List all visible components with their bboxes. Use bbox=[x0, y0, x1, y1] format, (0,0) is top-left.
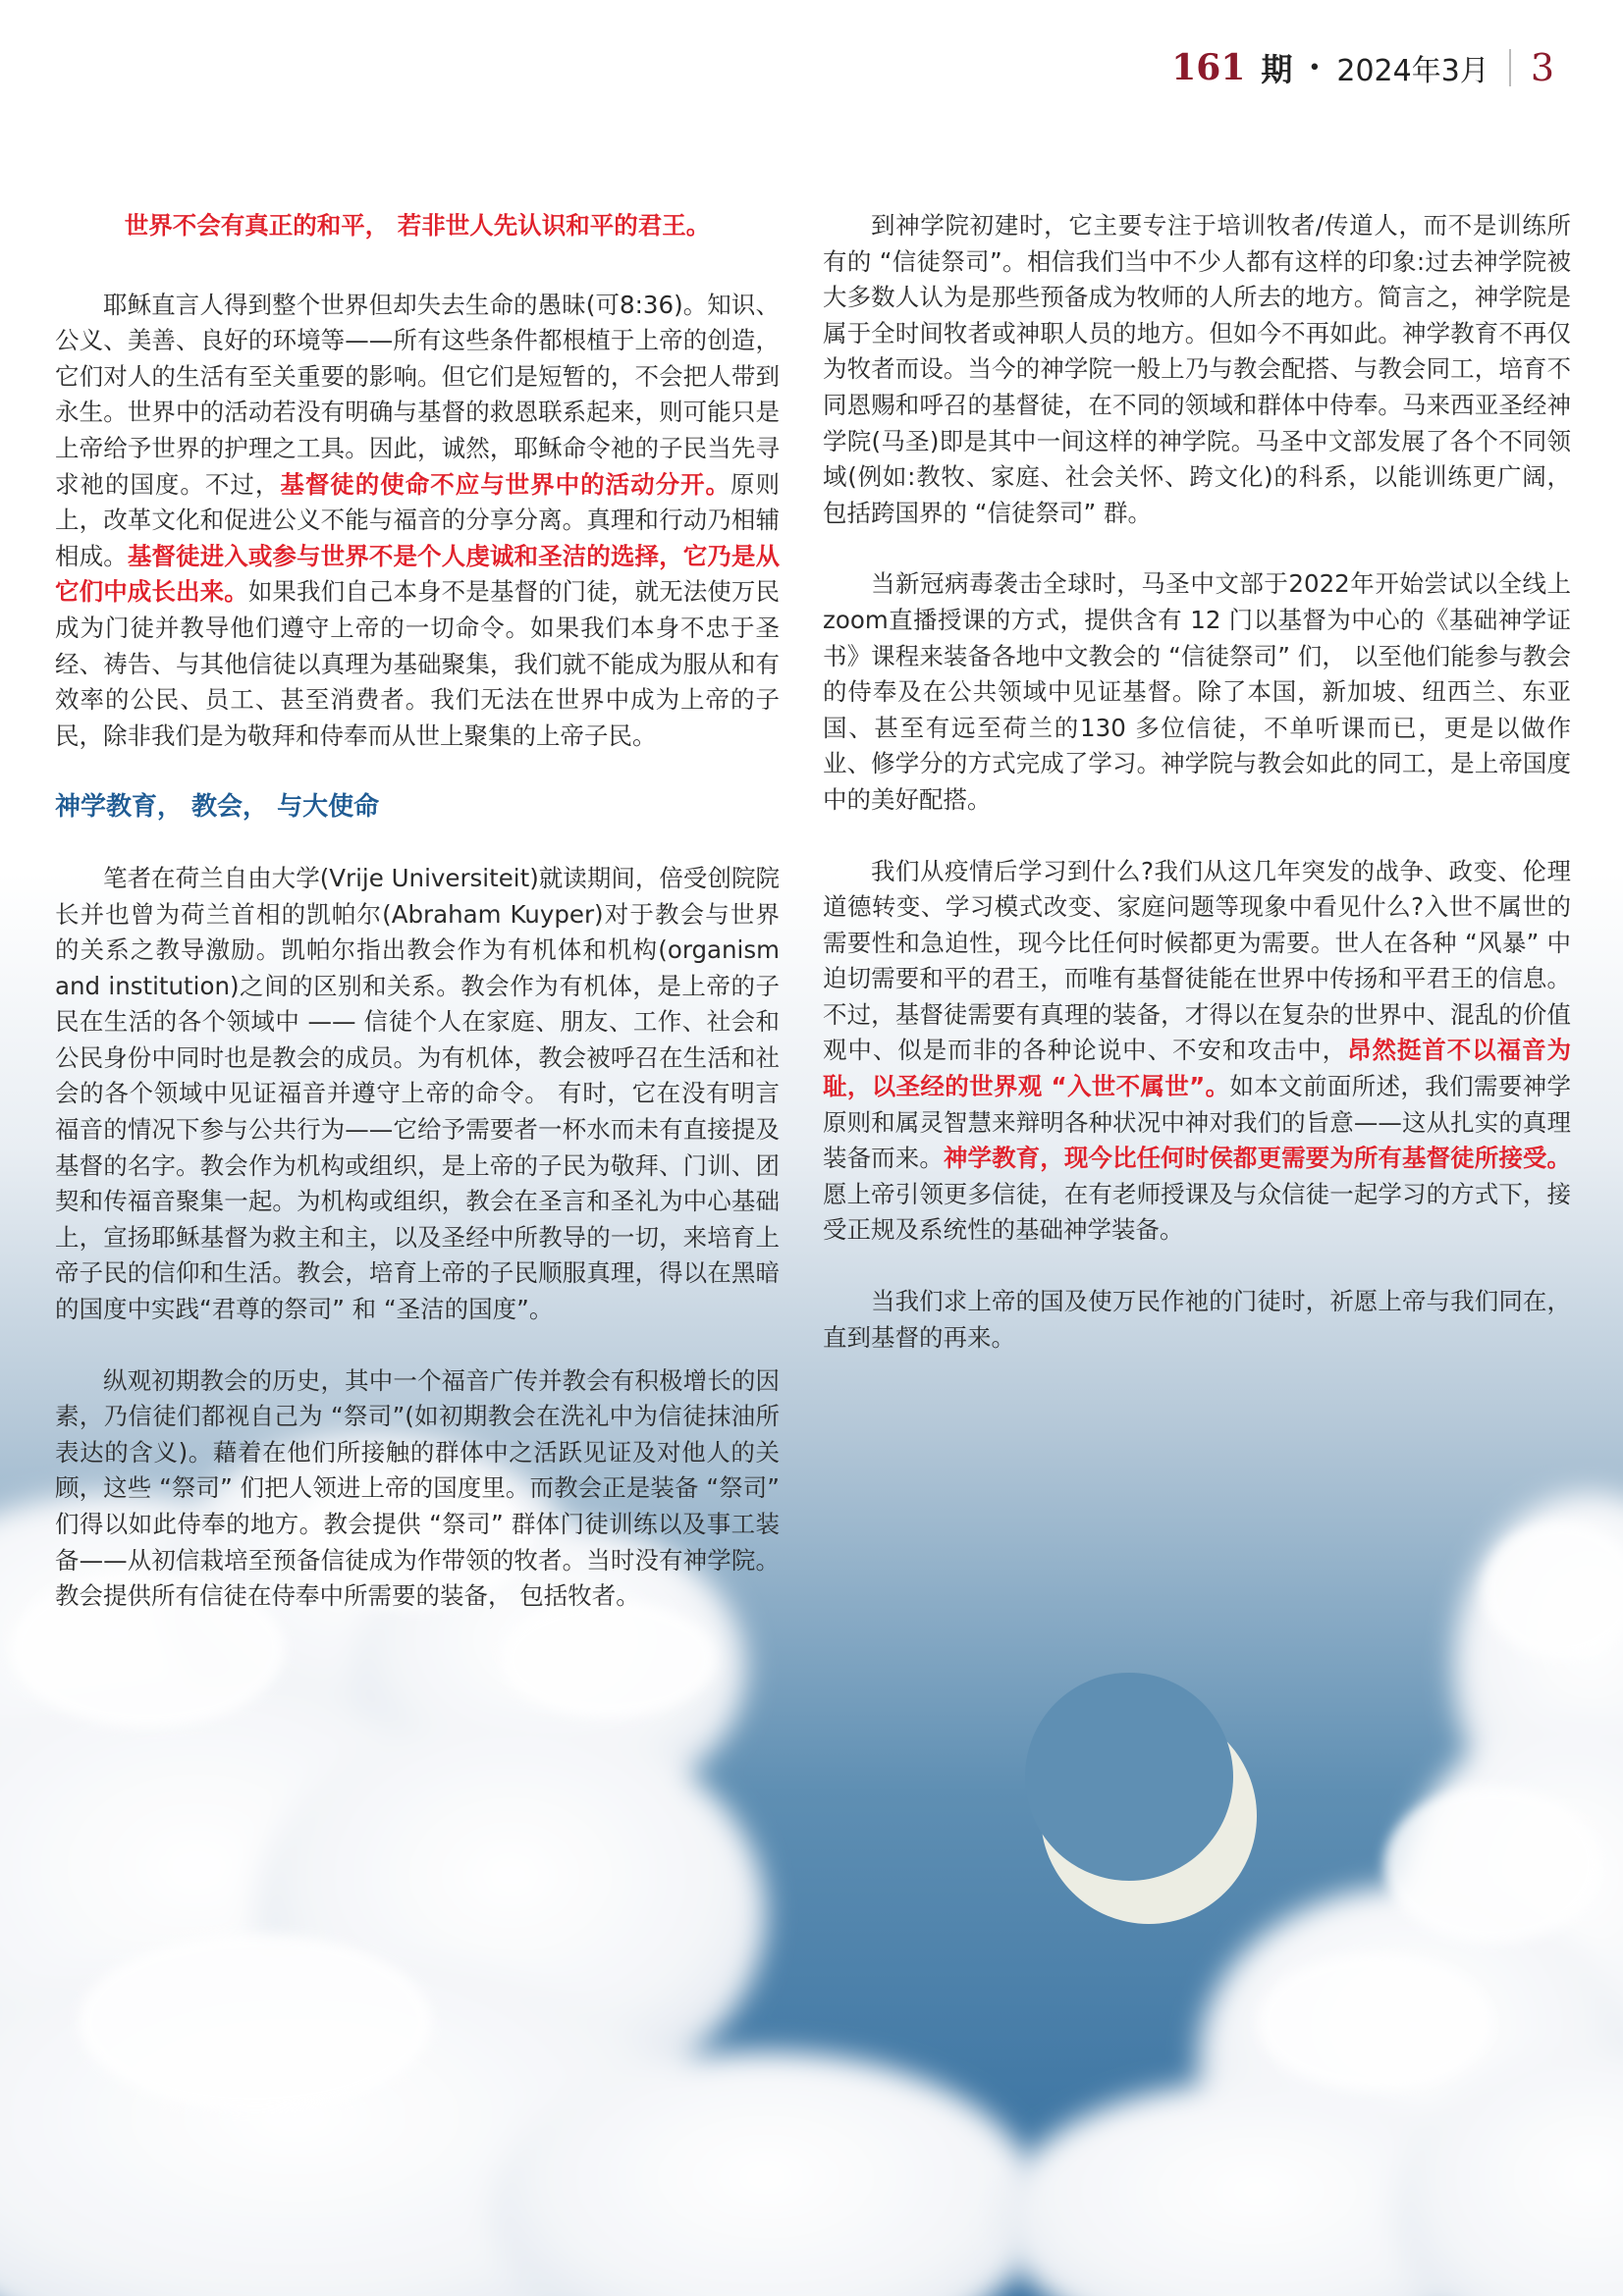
paragraph-text: 如果我们自己本身不是基督的门徒，就无法使万民成为门徒并教导他们遵守上帝的一切命令。如果我们本身不忠于圣经、祷告、与其他信徒以真理为基础聚集，我们就不能成为服从和有效率的公民、员工、甚至消费者。我们无法在世界中成为上帝的子民，除非我们是为敬拜和侍奉而从世上聚集的上帝子民。 bbox=[55, 577, 780, 750]
left-column bbox=[55, 208, 780, 1650]
highlight-text: 基督徒进入或参与世界不是个人虔诚和圣洁的选择，它乃是从它们中成长出来。 bbox=[55, 541, 780, 607]
highlight-text: 昂然挺首不以福音为耻，以圣经的世界观 “入世不属世”。 bbox=[823, 1036, 1572, 1101]
paragraph-text: 原则上，改革文化和促进公义不能与福音的分享分离。真理和行动乃相辅相成。 bbox=[55, 469, 781, 570]
paragraph-text: 如本文前面所述，我们需要神学原则和属灵智慧来辩明各种状况中神对我们的旨意——这从扎实的真理装备而来。 bbox=[823, 1072, 1571, 1173]
paragraph-text: 耶稣直言人得到整个世界但却失去生命的愚昧(可8:36)。知识、公义、美善、良好的环境等——所有这些条件都根植于上帝的创造，它们对人的生活有至关重要的影响。但它们是短暂的，不会把人带到永生。世界中的活动若没有明确与基督的救恩联系起来，则可能只是上帝给予世界的护理之工具。因此，诚然，耶稣命令祂的子民当先寻求祂的国度。不过， bbox=[55, 290, 780, 499]
issue-date: 2024年3月 bbox=[1336, 54, 1489, 88]
paragraph: 到神学院初建时，它主要专注于培训牧者/传道人，而不是训练所有的 “信徒祭司”。相信我们当中不少人都有这样的印象:过去神学院被大多数人认为是那些预备成为牧师的人所去的地方。简言之，神学院是属于全时间牧者或神职人员的地方。但如今不再如此。神学教育不再仅为牧者而设。当今的神学院一般上乃与教会配搭、与教会同工，培育不同恩赐和呼召的基督徒，在不同的领域和群体中侍奉。马来西亚圣经神学院(马圣)即是其中一间这样的神学院。马圣中文部发展了各个不同领域(例如:教牧、家庭、社会关怀、跨文化)的科系，以能训练更广阔，包括跨国界的 “信徒祭司” 群。 bbox=[823, 211, 1571, 527]
paragraph bbox=[55, 288, 780, 755]
section-heading: 神学教育， 教会， 与大使命 bbox=[55, 792, 380, 823]
highlight-text: 基督徒的使命不应与世界中的活动分开。 bbox=[280, 469, 731, 499]
issue-label: 期 bbox=[1261, 51, 1293, 88]
paragraph-text: 我们从疫情后学习到什么?我们从这几年突发的战争、政变、伦理道德转变、学习模式改变、家庭问题等现象中看见什么?入世不属世的需要性和急迫性，现今比任何时候都更为需要。世人在各种 “风暴” 中迫切需要和平的君王，而唯有基督徒能在世界中传扬和平君王的信息。不过，基督徒需要有真理的装备，才得以在复杂的世界中、混乱的价值观中、似是而非的各种论说中、不安和攻击中， bbox=[823, 856, 1571, 1065]
right-column bbox=[823, 208, 1571, 1391]
header-separator: • bbox=[1308, 55, 1322, 80]
page-header bbox=[1171, 45, 1554, 90]
paragraph: 笔者在荷兰自由大学(Vrije Universiteit)就读期间，倍受创院院长并也曾为荷兰首相的凯帕尔(Abraham Kuyper)对于教会与世界的关系之教导激励。凯帕尔指出教会作为有机体和机构(organism and institution)之间的区别和关系。教会作为有机体，是上帝的子民在生活的各个领域中 —— 信徒个人在家庭、朋友、工作、社会和公民身份中同时也是教会的成员。为有机体，教会被呼召在生活和社会的各个领域中见证福音并遵守上帝的命令。 有时，它在没有明言福音的情况下参与公共行为——它给予需要者一杯水而未有直接提及基督的名字。教会作为机构或组织，是上帝的子民为敬拜、门训、团契和传福音聚集一起。为机构或组织，教会在圣言和圣礼为中心基础上，宣扬耶稣基督为救主和主，以及圣经中所教导的一切，来培育上帝子民的信仰和生活。教会，培育上帝的子民顺服真理，得以在黑暗的国度中实践“君尊的祭司” 和 “圣洁的国度”。 bbox=[55, 863, 780, 1324]
paragraph: 纵观初期教会的历史，其中一个福音广传并教会有积极增长的因素，乃信徒们都视自己为 “祭司”(如初期教会在洗礼中为信徒抹油所表达的含义)。藉着在他们所接触的群体中之活跃见证及对他人的关顾，这些 “祭司” 们把人领进上帝的国度里。而教会正是装备 “祭司” 们得以如此侍奉的地方。教会提供 “祭司” 群体门徒训练以及事工装备——从初信栽培至预备信徒成为作带领的牧者。当时没有神学院。教会提供所有信徒在侍奉中所需要的装备， 包括牧者。 bbox=[55, 1365, 780, 1611]
issue-number: 161 bbox=[1171, 47, 1246, 88]
header-divider bbox=[1509, 49, 1511, 86]
page-number: 3 bbox=[1530, 46, 1554, 89]
highlight-text: 神学教育，现今比任何时侯都更需要为所有基督徒所接受。 bbox=[943, 1144, 1572, 1173]
paragraph: 当新冠病毒袭击全球时，马圣中文部于2022年开始尝试以全线上zoom直播授课的方式，提供含有 12 门以基督为中心的《基础神学证书》课程来装备各地中文教会的 “信徒祭司” 们， 以至他们能参与教会的侍奉及在公共领域中见证基督。除了本国，新加坡、纽西兰、东亚国、甚至有远至荷兰的130 多位信徒，不单听课而已，更是以做作业、修学分的方式完成了学习。神学院与教会如此的同工，是上帝国度中的美好配搭。 bbox=[823, 569, 1571, 814]
paragraph-text: 愿上帝引领更多信徒，在有老师授课及与众信徒一起学习的方式下，接受正规及系统性的基础神学装备。 bbox=[823, 1179, 1571, 1245]
lead-quote: 世界不会有真正的和平， 若非世人先认识和平的君王。 bbox=[124, 211, 711, 240]
paragraph bbox=[823, 854, 1571, 1250]
paragraph: 当我们求上帝的国及使万民作祂的门徒时，祈愿上帝与我们同在， 直到基督的再来。 bbox=[823, 1287, 1571, 1352]
